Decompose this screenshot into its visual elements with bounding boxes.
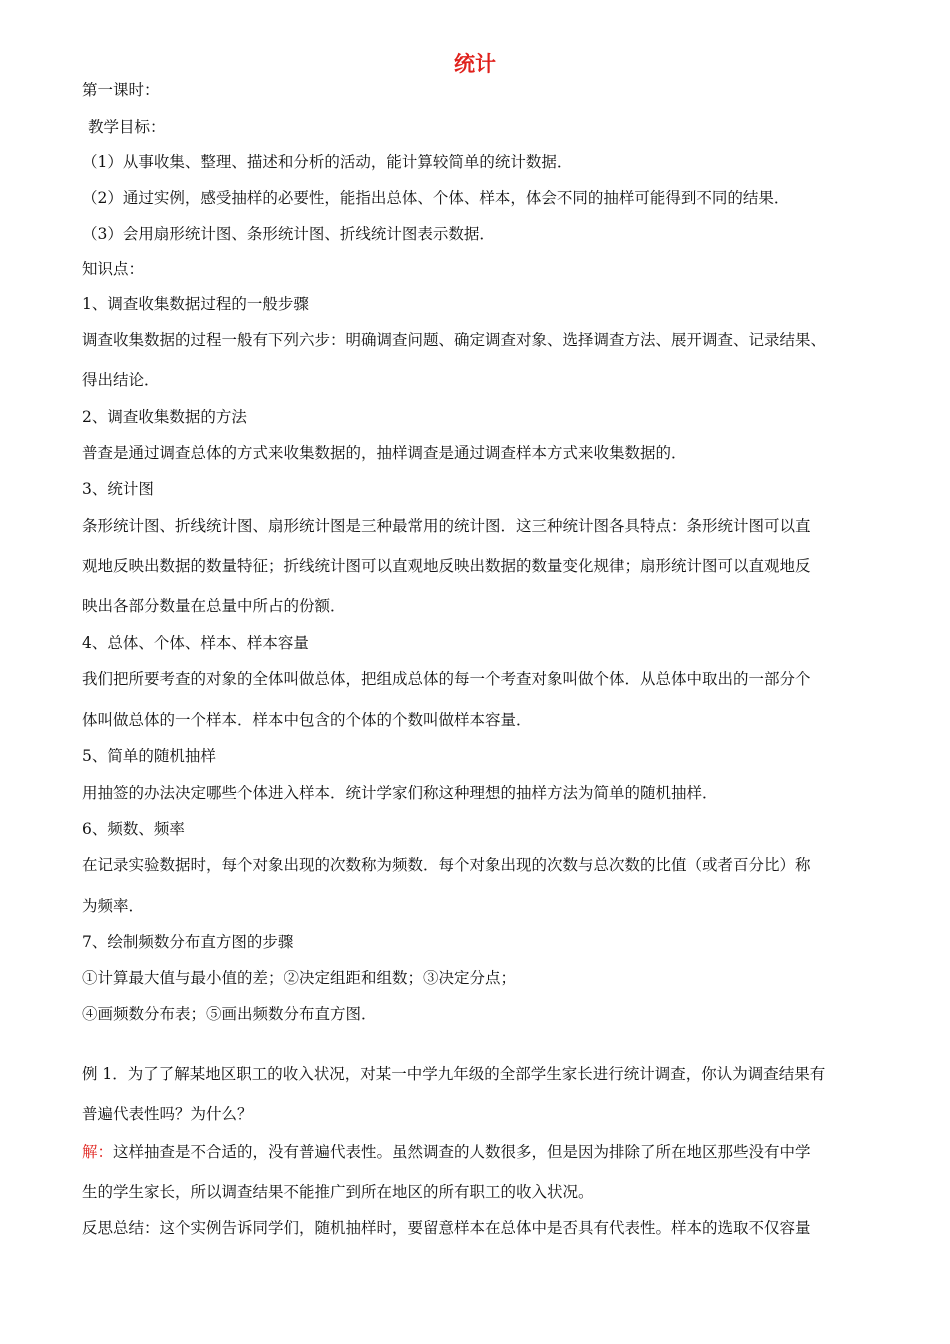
section-text: 用抽签的办法决定哪些个体进入样本．统计学家们称这种理想的抽样方法为简单的随机抽样． — [82, 784, 718, 802]
section-heading: 5、简单的随机抽样 — [82, 747, 216, 765]
objective-item: （1）从事收集、整理、描述和分析的活动，能计算较简单的统计数据． — [82, 153, 573, 171]
section-heading: 2、调查收集数据的方法 — [82, 408, 247, 426]
objective-item: （3）会用扇形统计图、条形统计图、折线统计图表示数据． — [82, 225, 495, 243]
lesson-label: 第一课时： — [82, 81, 160, 99]
solution-text: 生的学生家长，所以调查结果不能推广到所在地区的所有职工的收入状况。 — [82, 1183, 594, 1201]
section-text: 在记录实验数据时，每个对象出现的次数称为频数．每个对象出现的次数与总次数的比值（或者百分比）称 — [82, 856, 811, 874]
example-text: 例 1．为了了解某地区职工的收入状况，对某一中学九年级的全部学生家长进行统计调查，你认为调查结果有 — [82, 1065, 826, 1083]
objectives-heading: 教学目标： — [88, 118, 166, 136]
section-text: 我们把所要考查的对象的全体叫做总体，把组成总体的每一个考查对象叫做个体．从总体中取出的一部分个 — [82, 670, 811, 688]
section-text: 观地反映出数据的数量特征；折线统计图可以直观地反映出数据的数量变化规律；扇形统计图可以直观地反 — [82, 557, 811, 575]
section-text: 体叫做总体的一个样本．样本中包含的个体的个数叫做样本容量． — [82, 711, 532, 729]
section-text: 为频率． — [82, 897, 145, 915]
section-heading: 6、频数、频率 — [82, 820, 185, 838]
section-heading: 4、总体、个体、样本、样本容量 — [82, 634, 309, 652]
section-heading: 3、统计图 — [82, 480, 154, 498]
example-text: 普遍代表性吗？为什么？ — [82, 1105, 253, 1123]
section-text: 得出结论． — [82, 371, 160, 389]
objective-item: （2）通过实例，感受抽样的必要性，能指出总体、个体、样本，体会不同的抽样可能得到不同的结果． — [82, 189, 790, 207]
section-text: 映出各部分数量在总量中所占的份额． — [82, 597, 346, 615]
section-heading: 7、绘制频数分布直方图的步骤 — [82, 933, 294, 951]
section-text: 条形统计图、折线统计图、扇形统计图是三种最常用的统计图．这三种统计图各具特点：条形统计图可以直 — [82, 517, 811, 535]
section-text: 调查收集数据的过程一般有下列六步：明确调查问题、确定调查对象、选择调查方法、展开调查、记录结果、 — [82, 331, 827, 349]
knowledge-heading: 知识点： — [82, 260, 145, 278]
section-heading: 1、调查收集数据过程的一般步骤 — [82, 295, 309, 313]
section-text: ①计算最大值与最小值的差；②决定组距和组数；③决定分点； — [82, 969, 517, 987]
section-text: ④画频数分布表；⑤画出频数分布直方图． — [82, 1005, 377, 1023]
solution-label: 解： — [82, 1143, 114, 1161]
page-title: 统计 — [454, 52, 496, 76]
section-text: 普查是通过调查总体的方式来收集数据的，抽样调查是通过调查样本方式来收集数据的． — [82, 444, 687, 462]
solution-line — [82, 1142, 811, 1162]
reflection-text: 反思总结：这个实例告诉同学们，随机抽样时，要留意样本在总体中是否具有代表性。样本的选取不仅容量 — [82, 1219, 811, 1237]
solution-text: 这样抽查是不合适的，没有普遍代表性。虽然调查的人数很多，但是因为排除了所在地区那些没有中学 — [113, 1143, 811, 1161]
